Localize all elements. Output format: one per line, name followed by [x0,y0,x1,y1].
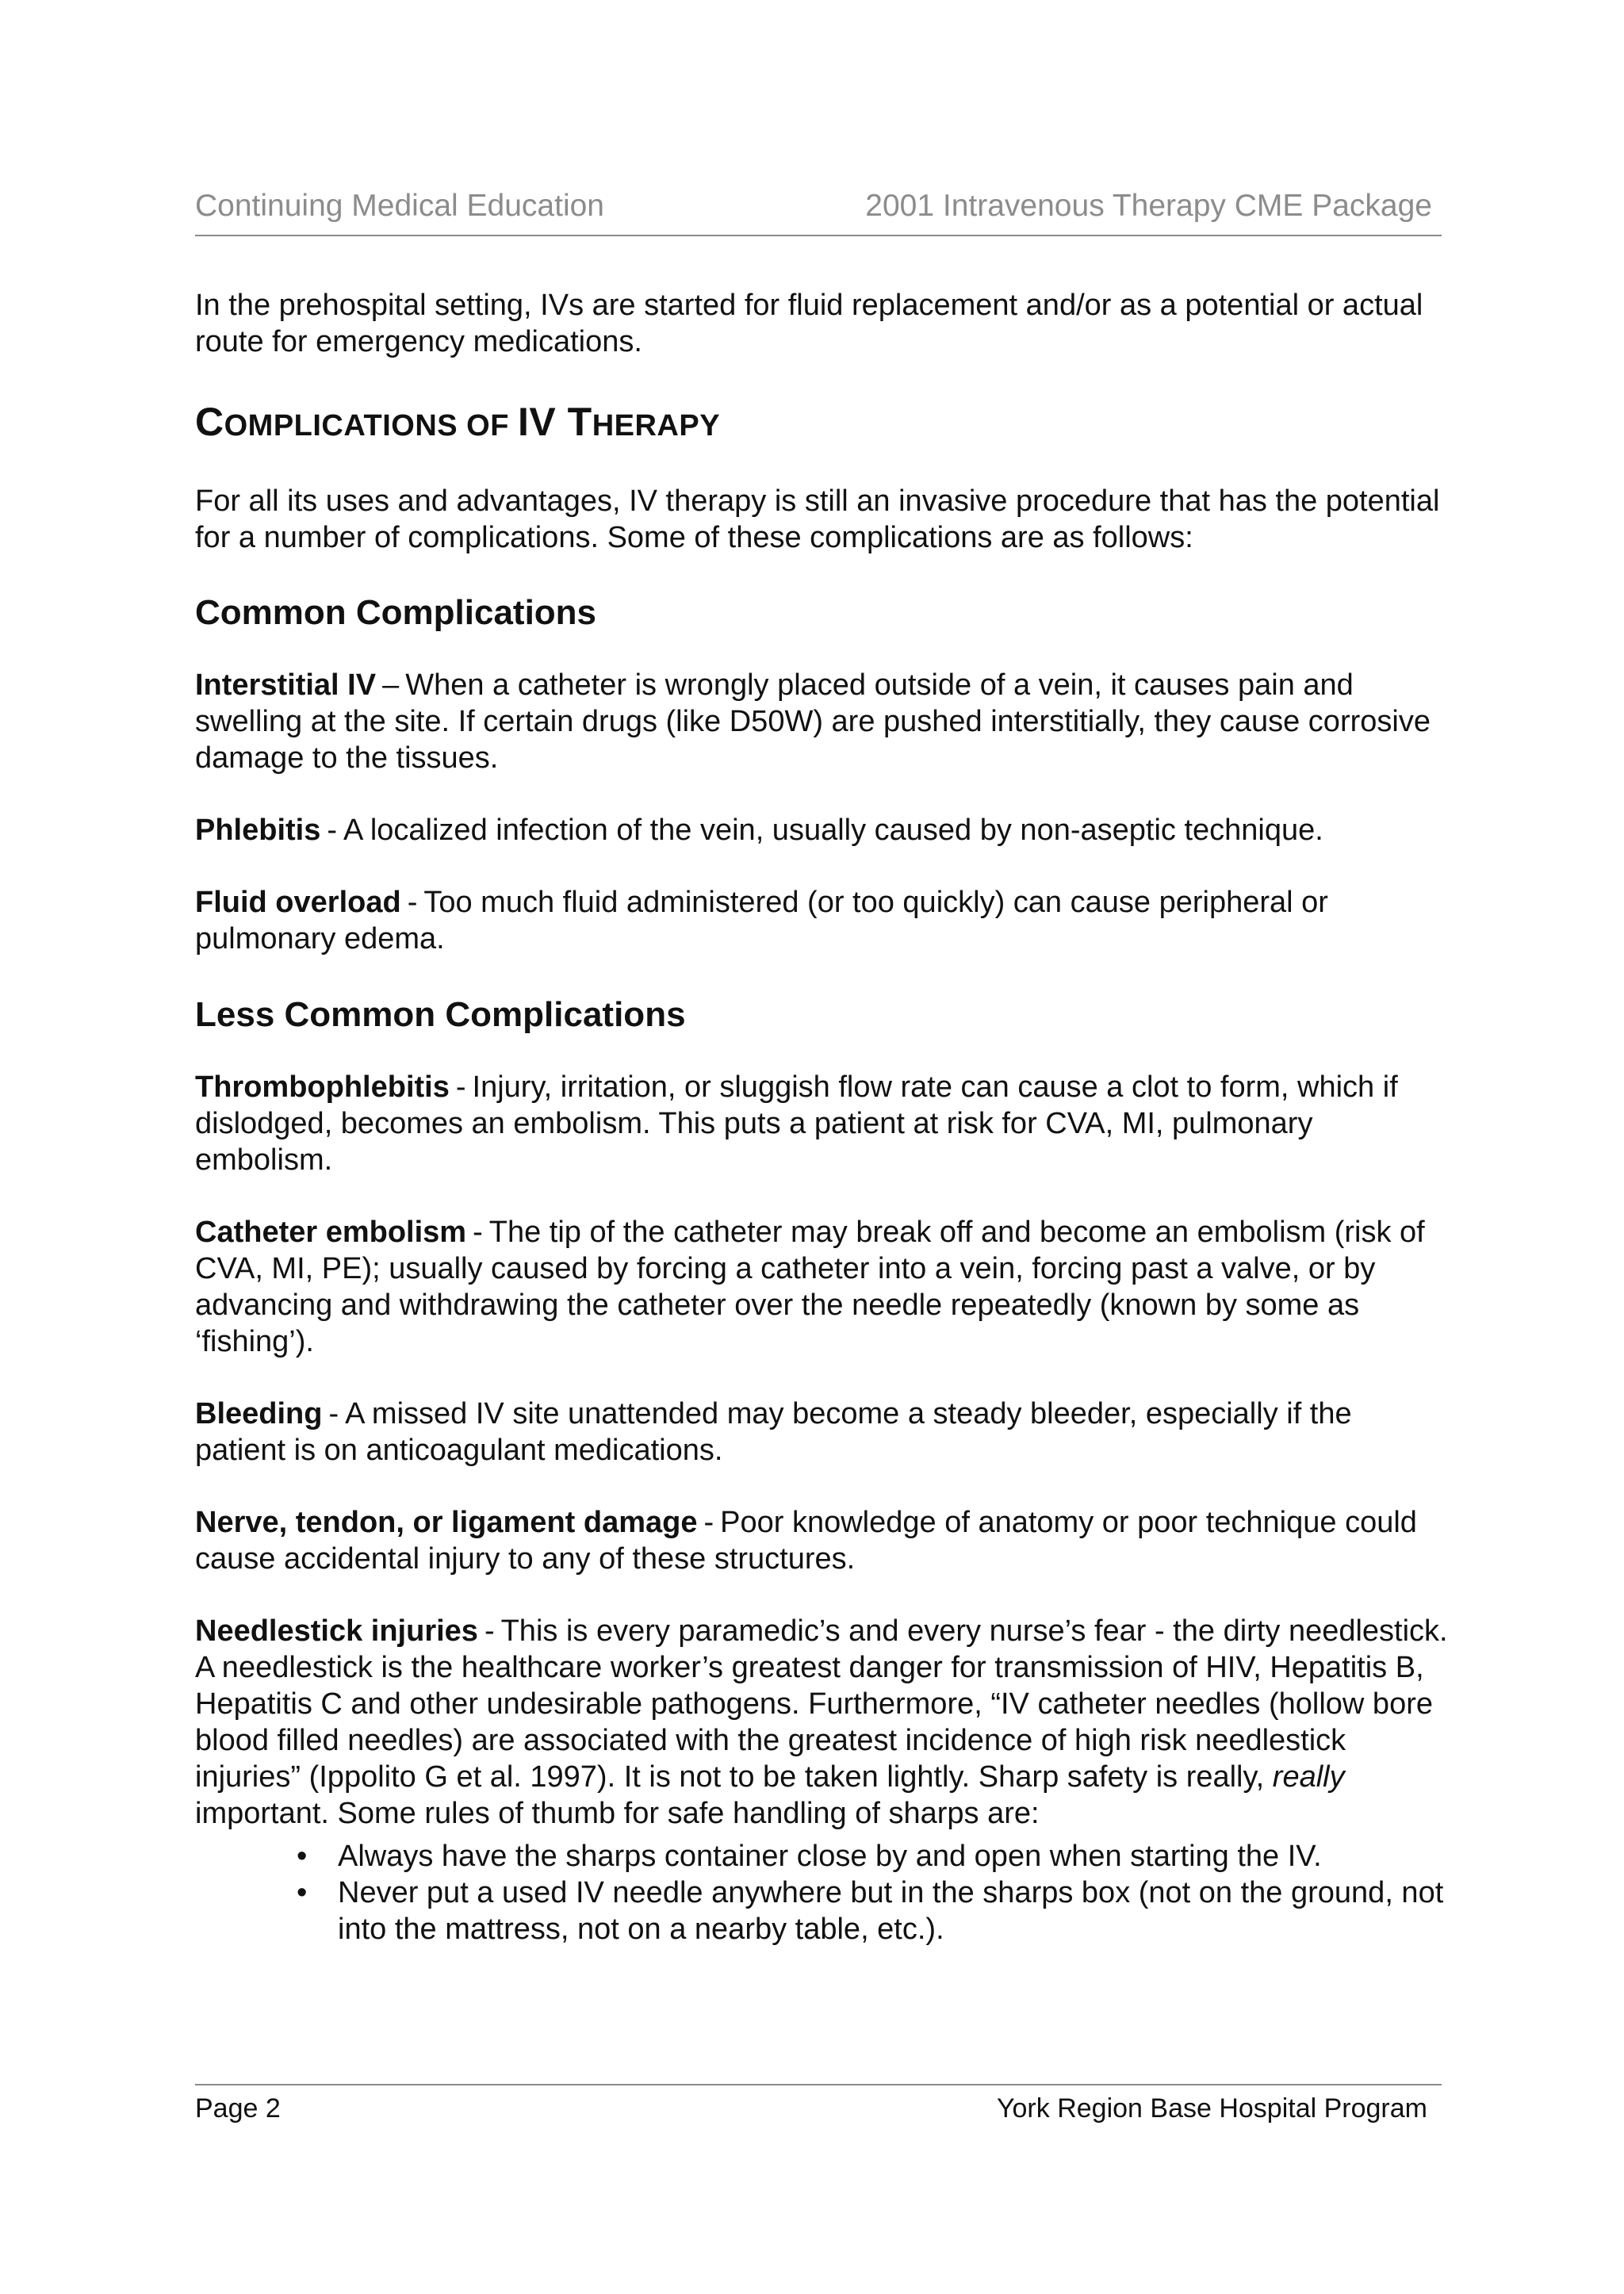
complication-description: A localized infection of the vein, usually caused by non-aseptic technique. [343,814,1323,847]
term-separator: - [473,1216,483,1249]
term-separator: - [703,1506,714,1539]
needlestick-text-before: This is every paramedic’s and every nurse’s fear - the dirty needlestick. A needlestick is the healthcare worker’s greatest danger for transmission of HIV, Hepatitis B, Hepatitis C and other undesirable pathogens. Furthermore, “IV catheter needles (hollow bore blood filled needles) are associated with the greatest incidence of high risk needlestick injuries” (Ippolito G et al. 1997). It is not to be taken lightly. Sharp safety is really, [195,1614,1448,1794]
list-item-text: Always have the sharps container close by and open when starting the IV. [338,1840,1322,1873]
complication-term: Thrombophlebitis [195,1070,450,1104]
list-item [297,1875,1448,1947]
bullet-icon: • [297,1840,308,1873]
complication-term: Bleeding [195,1397,323,1430]
complication-term: Nerve, tendon, or ligament damage [195,1506,698,1539]
title-part: HERAPY [592,409,721,442]
complication-description: When a catheter is wrongly placed outside of a vein, it causes pain and swelling at the site. If certain drugs (like D50W) are pushed interstitially, they cause corrosive damage to the tissues. [195,668,1431,775]
page-body [195,287,1448,1947]
complication-description: Poor knowledge of anatomy or poor technique could cause accidental injury to any of these structures. [195,1506,1417,1576]
sharps-rules-list [195,1838,1448,1947]
running-footer [195,2084,1442,2124]
complication-description: Too much fluid administered (or too quickly) can cause peripheral or pulmonary edema. [195,886,1328,956]
list-item [297,1838,1448,1875]
complication-term: Fluid overload [195,886,401,919]
title-part: C [195,400,224,444]
term-separator: - [328,1397,339,1430]
emphasis-text: really [1272,1760,1345,1794]
complication-entry [195,1396,1448,1469]
needlestick-entry [195,1613,1448,1832]
term-separator: - [407,886,418,919]
footer-right-text: York Region Base Hospital Program [996,2093,1427,2124]
complication-term: Phlebitis [195,814,321,847]
term-separator: - [455,1070,466,1104]
complication-entry [195,1214,1448,1360]
header-right-text: 2001 Intravenous Therapy CME Package [865,189,1432,223]
intro-paragraph: In the prehospital setting, IVs are started for fluid replacement and/or as a potential or actual route for emergency medications. [195,289,1423,358]
common-complications-heading: Common Complications [195,593,597,632]
section-title [195,400,1448,448]
header-left-text: Continuing Medical Education [195,189,604,223]
complication-term: Catheter embolism [195,1216,467,1249]
complication-term: Needlestick injuries [195,1614,478,1648]
complication-entry [195,812,1448,848]
complication-description: A missed IV site unattended may become a steady bleeder, especially if the patient is on anticoagulant medications. [195,1397,1352,1467]
complication-description: The tip of the catheter may break off and become an embolism (risk of CVA, MI, PE); usually caused by forcing a catheter into a vein, forcing past a valve, or by advancing and withdrawing the catheter over the needle repeatedly (known by some as ‘fishing’). [195,1216,1425,1358]
term-separator: – [382,668,400,702]
less-common-complications-heading: Less Common Complications [195,995,686,1034]
list-item-text: Never put a used IV needle anywhere but in the sharps box (not on the ground, not into the mattress, not on a nearby table, etc.). [338,1876,1444,1946]
page-number: Page 2 [195,2093,281,2124]
term-separator: - [327,814,338,847]
title-part: T [556,400,592,444]
needlestick-text-after: important. Some rules of thumb for safe handling of sharps are: [195,1797,1040,1830]
title-part: IV [518,400,557,444]
complication-entry [195,667,1448,776]
section-lead-paragraph: For all its uses and advantages, IV therapy is still an invasive procedure that has the potential for a number of complications. Some of these complications are as follows: [195,484,1440,554]
complication-entry [195,1504,1448,1577]
complication-entry [195,1069,1448,1178]
complication-term: Interstitial IV [195,668,377,702]
term-separator: - [484,1614,495,1648]
complication-entry [195,884,1448,957]
title-part: OMPLICATIONS OF [224,409,519,442]
complication-description: Injury, irritation, or sluggish flow rate can cause a clot to form, which if dislodged, becomes an embolism. This puts a patient at risk for CVA, MI, pulmonary embolism. [195,1070,1398,1177]
bullet-icon: • [297,1876,308,1909]
running-header [195,189,1442,236]
